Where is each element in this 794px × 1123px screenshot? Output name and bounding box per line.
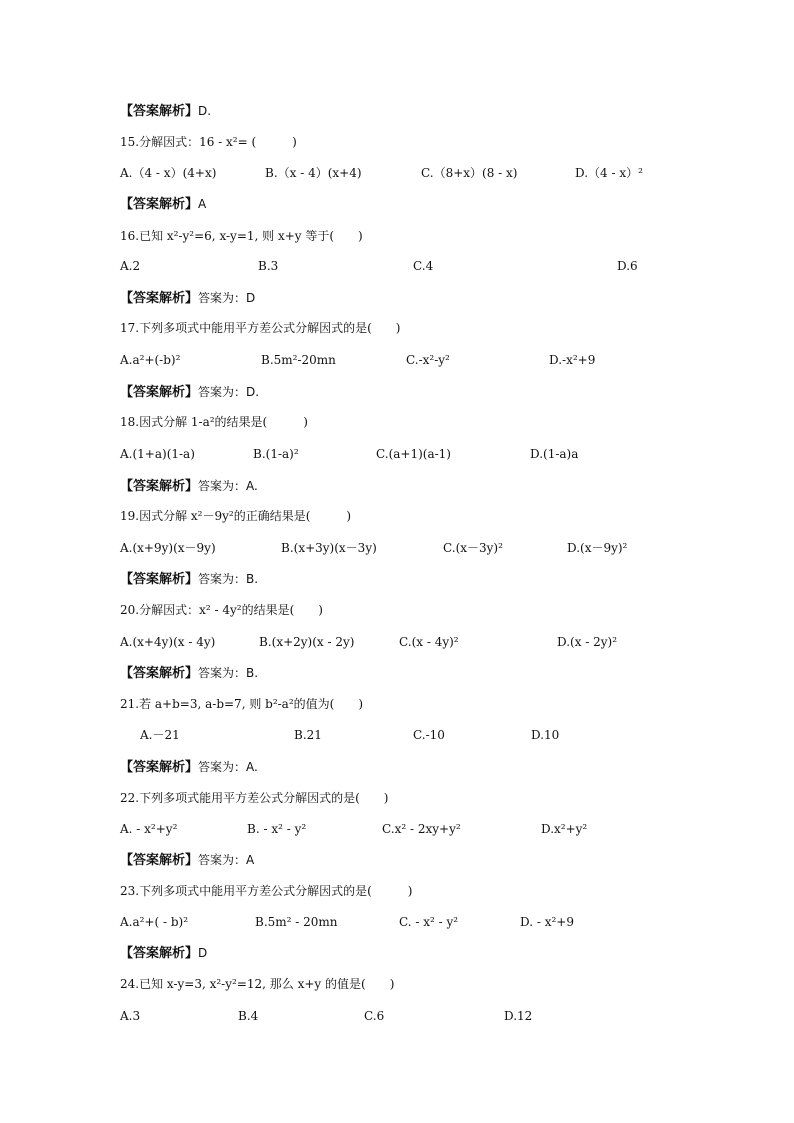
answer-tag: 【答案解析】 <box>120 853 199 868</box>
option-d: D.6 <box>617 259 638 273</box>
option-a: A.3 <box>120 1009 141 1023</box>
answer-tag: 【答案解析】 <box>120 666 199 681</box>
answer-tag: 【答案解析】 <box>120 291 199 306</box>
option-c: C.(x－3y)² <box>443 541 503 555</box>
answer-tag: 【答案解析】 <box>120 385 199 400</box>
option-c: C.(x - 4y)² <box>399 635 459 649</box>
option-d: D.(x－9y)² <box>567 541 628 555</box>
option-c: C.x² - 2xy+y² <box>382 822 461 836</box>
option-b: B.(1-a)² <box>253 447 299 461</box>
question-line: 23.下列多项式中能用平方差公式分解因式的是( ) <box>120 884 413 898</box>
question-line: 24.已知 x-y=3, x²-y²=12, 那么 x+y 的值是( ) <box>120 977 395 991</box>
option-a: A. - x²+y² <box>120 822 178 836</box>
option-a: A.(x+4y)(x - 4y) <box>120 635 216 649</box>
answer-line <box>120 759 258 776</box>
option-d: D. - x²+9 <box>520 915 574 929</box>
option-d: D.10 <box>531 728 560 742</box>
option-d: D.-x²+9 <box>549 353 596 367</box>
option-b: B.3 <box>258 259 279 273</box>
option-a: A.（4 - x）(4+x) <box>120 166 217 180</box>
answer-text: 答案为：B. <box>198 666 259 680</box>
option-c: C.（8+x）(8 - x) <box>421 166 518 180</box>
answer-text: 答案为：B. <box>198 572 259 586</box>
option-d: D.12 <box>504 1009 533 1023</box>
option-c: C.-x²-y² <box>406 353 450 367</box>
question-line: 15.分解因式：16 - x²= ( ) <box>120 135 297 149</box>
option-a: A.(x+9y)(x－9y) <box>120 541 216 555</box>
answer-text: 答案为：A. <box>198 760 258 774</box>
option-b: B.21 <box>294 728 322 742</box>
option-c: C.4 <box>413 259 434 273</box>
option-b: B. - x² - y² <box>247 822 307 836</box>
answer-tag: 【答案解析】 <box>120 479 199 494</box>
option-c: C.(a+1)(a-1) <box>376 447 451 461</box>
question-line: 20.分解因式：x² - 4y²的结果是( ) <box>120 603 323 617</box>
option-b: B.(x+2y)(x - 2y) <box>259 635 355 649</box>
answer-line <box>120 196 206 213</box>
answer-line <box>120 478 258 495</box>
answer-tag: 【答案解析】 <box>120 572 199 587</box>
answer-line <box>120 571 258 588</box>
answer-text: D <box>198 946 208 960</box>
answer-text: D. <box>198 104 212 118</box>
option-b: B.5m²-20mn <box>261 353 336 367</box>
option-a: A.a²+( - b)² <box>120 915 189 929</box>
option-b: B.（x - 4）(x+4) <box>265 166 362 180</box>
option-a: A.2 <box>120 259 141 273</box>
question-line: 17.下列多项式中能用平方差公式分解因式的是( ) <box>120 321 401 335</box>
answer-tag: 【答案解析】 <box>120 104 199 119</box>
option-b: B.5m² - 20mn <box>255 915 338 929</box>
answer-line <box>120 945 207 962</box>
option-d: D.（4 - x）² <box>575 166 643 180</box>
question-line: 18.因式分解 1-a²的结果是( ) <box>120 415 308 429</box>
answer-line <box>120 103 211 120</box>
option-c: C.6 <box>364 1009 385 1023</box>
question-line: 22.下列多项式能用平方差公式分解因式的是( ) <box>120 791 389 805</box>
answer-line <box>120 852 254 869</box>
answer-text: 答案为：D. <box>198 385 260 399</box>
answer-line <box>120 665 258 682</box>
answer-tag: 【答案解析】 <box>120 197 199 212</box>
question-line: 21.若 a+b=3, a-b=7, 则 b²-a²的值为( ) <box>120 697 364 711</box>
option-d: D.(1-a)a <box>530 447 579 461</box>
option-d: D.x²+y² <box>541 822 588 836</box>
answer-line <box>120 384 259 401</box>
answer-text: 答案为：D <box>198 291 256 305</box>
option-b: B.(x+3y)(x－3y) <box>281 541 377 555</box>
question-line: 19.因式分解 x²－9y²的正确结果是( ) <box>120 509 352 523</box>
question-line: 16.已知 x²-y²=6, x-y=1, 则 x+y 等于( ) <box>120 229 363 243</box>
answer-line <box>120 290 255 307</box>
option-a: A.－21 <box>140 728 180 742</box>
answer-text: A <box>198 197 207 211</box>
option-b: B.4 <box>238 1009 259 1023</box>
option-a: A.(1+a)(1-a) <box>120 447 195 461</box>
option-c: C.-10 <box>413 728 445 742</box>
answer-tag: 【答案解析】 <box>120 946 199 961</box>
answer-text: 答案为：A. <box>198 479 258 493</box>
option-a: A.a²+(-b)² <box>120 353 181 367</box>
answer-text: 答案为：A <box>198 853 255 867</box>
option-d: D.(x - 2y)² <box>557 635 618 649</box>
option-c: C. - x² - y² <box>399 915 459 929</box>
answer-tag: 【答案解析】 <box>120 760 199 775</box>
